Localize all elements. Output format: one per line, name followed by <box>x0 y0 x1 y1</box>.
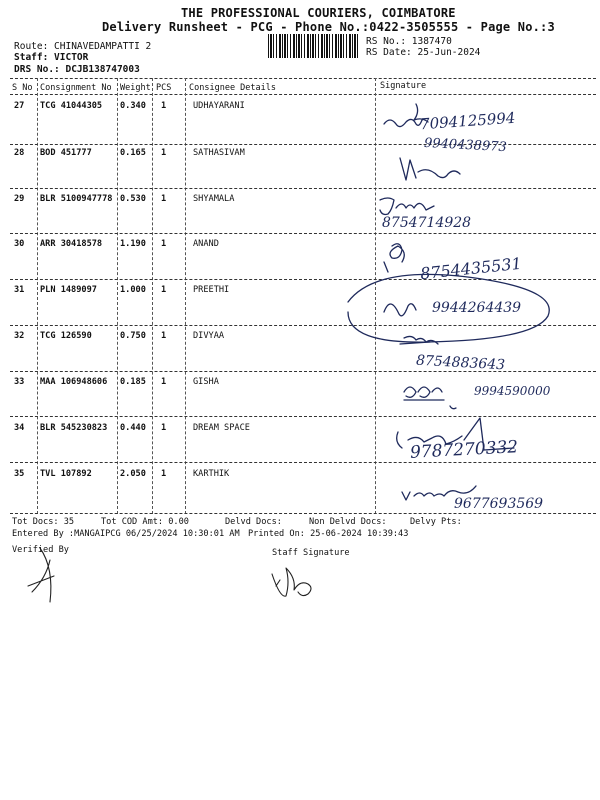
col-pcs: PCS <box>156 83 172 93</box>
row-pcs: 1 <box>161 148 167 158</box>
verified-by-mark <box>28 548 54 602</box>
row-consignee: DIVYAA <box>193 331 225 341</box>
row-sno: 27 <box>14 101 25 111</box>
staff-signature-label: Staff Signature <box>272 548 350 558</box>
row-pcs: 1 <box>161 331 167 341</box>
row-sno: 29 <box>14 194 25 204</box>
row-consignment: TVL 107892 <box>40 469 92 479</box>
row-sno: 28 <box>14 148 25 158</box>
staff-signature-mark <box>272 568 311 596</box>
row-weight: 0.185 <box>120 377 146 387</box>
row-weight: 0.530 <box>120 194 146 204</box>
row-consignee: DREAM SPACE <box>193 423 250 433</box>
row-consignment: PLN 1489097 <box>40 285 97 295</box>
row-pcs: 1 <box>161 285 167 295</box>
row-consignment: BOD 451777 <box>40 148 92 158</box>
row-pcs: 1 <box>161 239 167 249</box>
row-weight: 0.340 <box>120 101 146 111</box>
row-sno: 33 <box>14 377 25 387</box>
row-consignment: BLR 5100947778 <box>40 194 113 204</box>
handwritten-signature <box>404 387 456 409</box>
delvy-pts: Delvy Pts: <box>410 517 462 527</box>
row-consignee: SHYAMALA <box>193 194 235 204</box>
row-consignment: BLR 545230823 <box>40 423 108 433</box>
handwritten-phone: 9944264439 <box>432 300 522 316</box>
col-consignee: Consignee Details <box>189 83 276 93</box>
row-weight: 2.050 <box>120 469 146 479</box>
col-signature: Signature <box>380 81 427 91</box>
row-consignment: ARR 30418578 <box>40 239 103 249</box>
rs-date: RS Date: 25-Jun-2024 <box>366 47 481 58</box>
row-pcs: 1 <box>161 101 167 111</box>
row-sno: 32 <box>14 331 25 341</box>
printed-on: Printed On: 25-06-2024 10:39:43 <box>248 529 409 539</box>
row-consignee: KARTHIK <box>193 469 230 479</box>
handwritten-signature <box>380 198 434 215</box>
row-sno: 31 <box>14 285 25 295</box>
row-weight: 0.440 <box>120 423 146 433</box>
tot-cod-amt: Tot COD Amt: 0.00 <box>101 517 189 527</box>
handwritten-signature <box>384 244 404 272</box>
row-weight: 0.750 <box>120 331 146 341</box>
handwritten-phone: 9940438973 <box>423 135 508 156</box>
drs-number: DRS No.: DCJB138747003 <box>14 64 140 75</box>
row-pcs: 1 <box>161 423 167 433</box>
row-pcs: 1 <box>161 469 167 479</box>
entered-by: Entered By :MANGAIPCG 06/25/2024 10:30:01 AM <box>12 529 240 539</box>
row-consignee: PREETHI <box>193 285 230 295</box>
row-pcs: 1 <box>161 377 167 387</box>
handwritten-phone: 8754435531 <box>419 253 523 284</box>
staff-label: Staff: VICTOR <box>14 52 89 63</box>
handwritten-phone: 9787270332 <box>409 437 519 463</box>
row-consignment: TCG 41044305 <box>40 101 103 111</box>
row-consignment: TCG 126590 <box>40 331 92 341</box>
row-weight: 0.165 <box>120 148 146 158</box>
rs-number: RS No.: 1387470 <box>366 36 452 47</box>
row-consignment: MAA 106948606 <box>40 377 108 387</box>
tot-docs: Tot Docs: 35 <box>12 517 75 527</box>
row-consignee: ANAND <box>193 239 219 249</box>
non-delvd-docs: Non Delvd Docs: <box>309 517 387 527</box>
row-consignee: UDHAYARANI <box>193 101 245 111</box>
company-title: THE PROFESSIONAL COURIERS, COIMBATORE <box>181 6 456 20</box>
row-pcs: 1 <box>161 194 167 204</box>
verified-by-label: Verified By <box>12 545 69 555</box>
col-consignment: Consignment No <box>40 83 112 93</box>
route-label: Route: CHINAVEDAMPATTI 2 <box>14 41 152 52</box>
row-consignee: SATHASIVAM <box>193 148 245 158</box>
handwritten-phone: 8754714928 <box>382 215 472 231</box>
row-consignee: GISHA <box>193 377 219 387</box>
row-sno: 35 <box>14 469 25 479</box>
col-sno: S No <box>12 83 33 93</box>
row-weight: 1.190 <box>120 239 146 249</box>
row-weight: 1.000 <box>120 285 146 295</box>
handwritten-signature <box>400 336 438 344</box>
handwritten-phone: 7094125994 <box>419 108 516 134</box>
row-sno: 34 <box>14 423 25 433</box>
delvd-docs: Delvd Docs: <box>225 517 282 527</box>
row-sno: 30 <box>14 239 25 249</box>
handwritten-phone: 9994590000 <box>474 384 551 398</box>
runsheet-title: Delivery Runsheet - PCG - Phone No.:0422-3505555 - Page No.:3 <box>102 20 555 34</box>
handwritten-signature <box>400 158 460 180</box>
handwritten-phone: 9677693569 <box>454 496 544 512</box>
col-weight: Weight <box>120 83 151 93</box>
handwritten-phone: 8754883643 <box>415 352 506 374</box>
